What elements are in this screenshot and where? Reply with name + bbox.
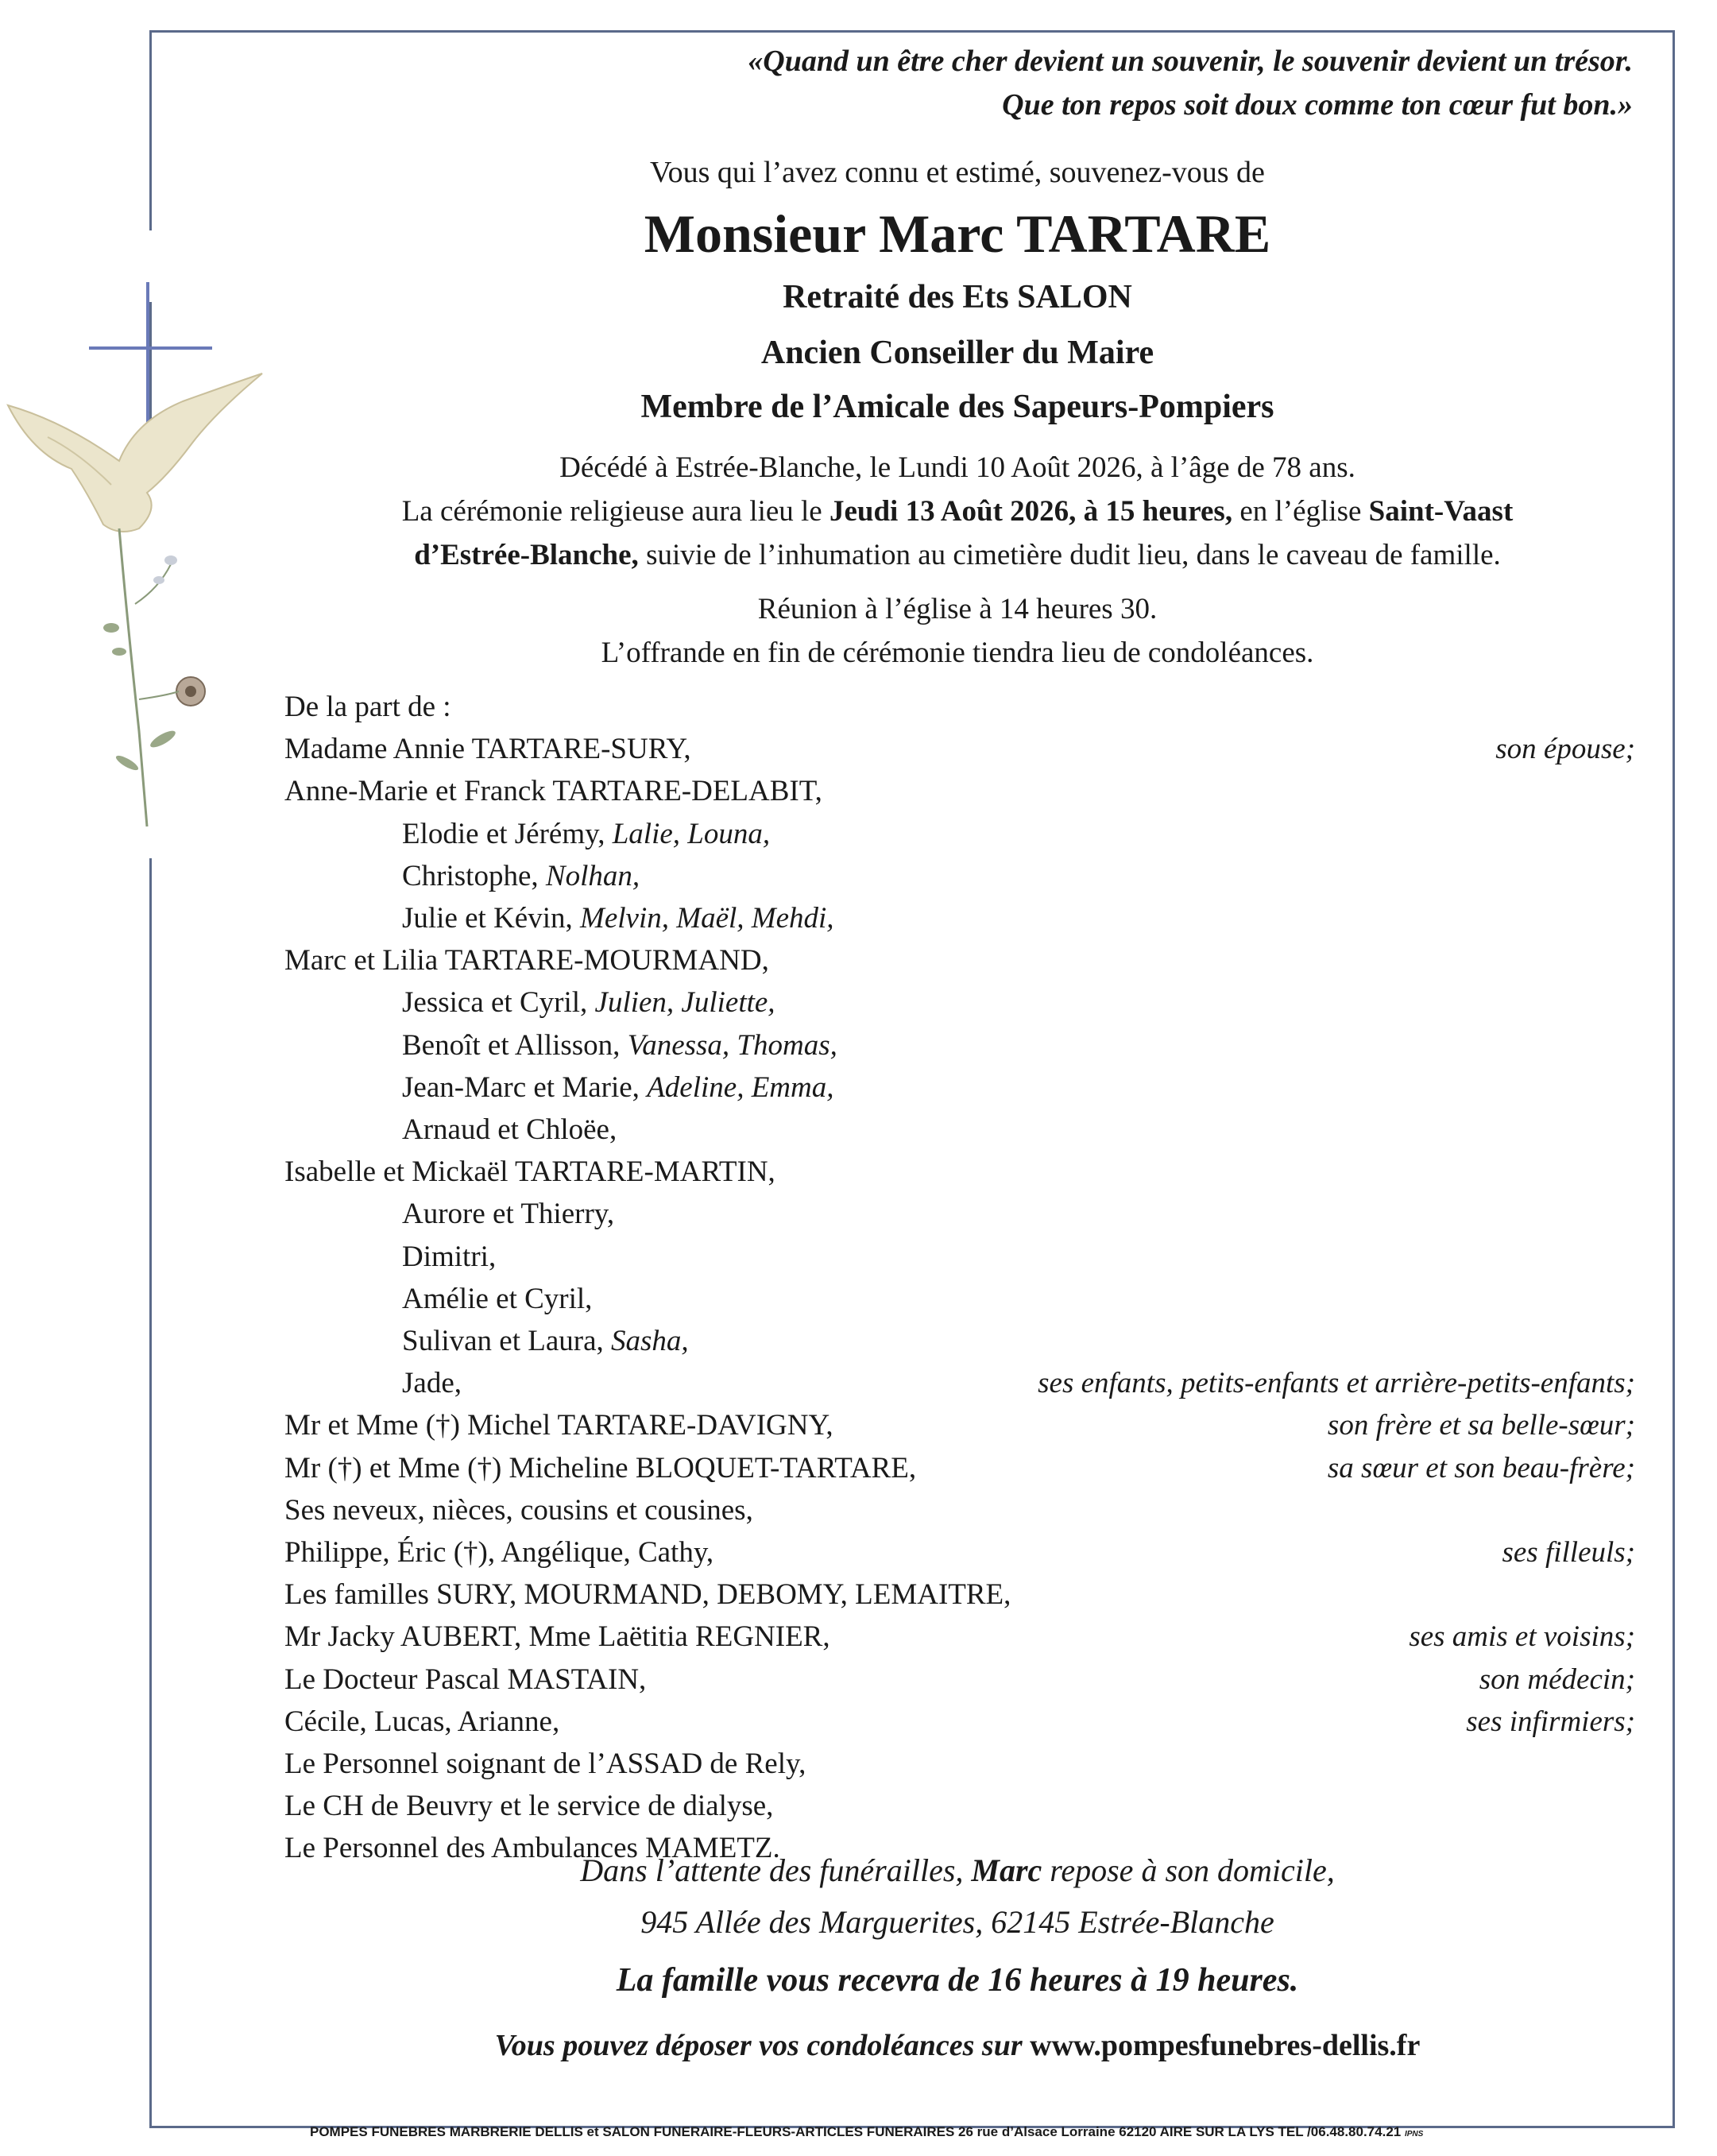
family-row bbox=[284, 1577, 1635, 1617]
family-row bbox=[284, 732, 1635, 772]
family-member-name: Amélie et Cyril, bbox=[402, 1282, 593, 1315]
family-member-name: Le Docteur Pascal MASTAIN, bbox=[284, 1662, 647, 1696]
family-relationship: son frère et sa belle-sœur; bbox=[1327, 1409, 1635, 1442]
deceased-name: Monsieur Marc TARTARE bbox=[644, 203, 1271, 264]
family-member-name: Isabelle et Mickaël TARTARE-MARTIN, bbox=[284, 1155, 775, 1189]
family-row bbox=[284, 901, 1635, 941]
dove-flower-illustration bbox=[0, 366, 286, 842]
family-member-name: Madame Annie TARTARE-SURY, bbox=[284, 733, 691, 766]
ceremony-line-2: d’Estrée-Blanche, suivie de l’inhumation au cimetière dudit lieu, dans le caveau de famille. bbox=[414, 539, 1501, 571]
family-member-name: Jade, bbox=[402, 1367, 462, 1400]
family-member-children: Melvin, Maël, Mehdi, bbox=[580, 902, 834, 935]
family-row bbox=[284, 1324, 1635, 1364]
family-row bbox=[284, 1705, 1635, 1744]
family-row bbox=[284, 817, 1635, 857]
meeting-notice: Réunion à l’église à 14 heures 30. bbox=[757, 593, 1158, 625]
family-row bbox=[284, 1535, 1635, 1575]
intro-text: Vous qui l’avez connu et estimé, souvenez-vous de bbox=[650, 156, 1265, 189]
family-row bbox=[284, 1493, 1635, 1533]
from-label: De la part de : bbox=[284, 691, 451, 723]
family-relationship: ses infirmiers; bbox=[1466, 1705, 1635, 1738]
family-row bbox=[284, 1282, 1635, 1322]
family-relationship: ses amis et voisins; bbox=[1409, 1620, 1635, 1654]
family-member-name: Le Personnel des Ambulances MAMETZ. bbox=[284, 1832, 780, 1865]
family-row bbox=[284, 1789, 1635, 1829]
family-row bbox=[284, 1408, 1635, 1448]
family-row bbox=[284, 774, 1635, 814]
offering-notice: L’offrande en fin de cérémonie tiendra lieu de condoléances. bbox=[601, 637, 1314, 669]
death-notice: Décédé à Estrée-Blanche, le Lundi 10 Août 2026, à l’âge de 78 ans. bbox=[559, 451, 1355, 484]
family-member-children: Lalie, Louna, bbox=[612, 817, 771, 850]
family-member-children: Adeline, Emma, bbox=[647, 1070, 834, 1104]
family-row bbox=[284, 1240, 1635, 1279]
family-row bbox=[284, 943, 1635, 983]
family-member-children: Vanessa, Thomas, bbox=[627, 1028, 837, 1062]
epigraph-line-2: Que ton repos soit doux comme ton cœur fut bon.» bbox=[1002, 88, 1633, 122]
wake-line-1: Dans l’attente des funérailles, Marc repose à son domicile, bbox=[580, 1852, 1335, 1888]
family-row bbox=[284, 985, 1635, 1025]
family-member-name: Elodie et Jérémy, Lalie, Louna, bbox=[402, 817, 771, 850]
deceased-title-1: Retraité des Ets SALON bbox=[783, 279, 1132, 315]
condolences-line: Vous pouvez déposer vos condoléances sur www.pompesfunebres-dellis.fr bbox=[494, 2029, 1421, 2062]
family-member-name: Dimitri, bbox=[402, 1240, 497, 1273]
family-relationship: son épouse; bbox=[1495, 733, 1635, 766]
funeral-home-footer: POMPES FUNEBRES MARBRERIE DELLIS et SALON FUNERAIRE-FLEURS-ARTICLES FUNERAIRES 26 rue d’Alsace Lorraine 62120 AIRE SUR LA LYS TEL /06.48.80.74.21 IPNS bbox=[310, 2124, 1424, 2139]
cross-icon-bar bbox=[89, 346, 212, 350]
family-member-name: Marc et Lilia TARTARE-MOURMAND, bbox=[284, 944, 769, 977]
family-row bbox=[284, 1155, 1635, 1194]
family-member-name: Benoît et Allisson, Vanessa, Thomas, bbox=[402, 1028, 837, 1062]
family-member-name: Christophe, Nolhan, bbox=[402, 859, 640, 892]
deceased-title-2: Ancien Conseiller du Maire bbox=[760, 335, 1154, 371]
ceremony-line-1: La cérémonie religieuse aura lieu le Jeudi 13 Août 2026, à 15 heures, en l’église Saint-Vaast bbox=[401, 495, 1514, 528]
family-member-name: Philippe, Éric (†), Angélique, Cathy, bbox=[284, 1536, 714, 1569]
family-row bbox=[284, 1366, 1635, 1406]
wake-address: 945 Allée des Marguerites, 62145 Estrée-Blanche bbox=[640, 1904, 1274, 1940]
family-member-name: Les familles SURY, MOURMAND, DEBOMY, LEMAITRE, bbox=[284, 1578, 1011, 1612]
condolences-link[interactable]: www.pompesfunebres-dellis.fr bbox=[1030, 2029, 1421, 2062]
family-member-name: Jessica et Cyril, Julien, Juliette, bbox=[402, 986, 775, 1020]
family-member-name: Le CH de Beuvry et le service de dialyse, bbox=[284, 1790, 774, 1823]
family-relationship: sa sœur et son beau-frère; bbox=[1327, 1451, 1635, 1484]
family-relationship: son médecin; bbox=[1479, 1662, 1635, 1696]
family-member-children: Sasha, bbox=[611, 1325, 689, 1357]
family-relationship: ses filleuls; bbox=[1502, 1536, 1635, 1569]
family-member-name: Jean-Marc et Marie, Adeline, Emma, bbox=[402, 1070, 834, 1104]
family-member-name: Ses neveux, nièces, cousins et cousines, bbox=[284, 1493, 753, 1527]
family-row bbox=[284, 1070, 1635, 1110]
family-member-name: Mr Jacky AUBERT, Mme Laëtitia REGNIER, bbox=[284, 1620, 830, 1654]
family-row bbox=[284, 1747, 1635, 1786]
deceased-title-3: Membre de l’Amicale des Sapeurs-Pompiers bbox=[640, 389, 1274, 425]
family-member-name: Anne-Marie et Franck TARTARE-DELABIT, bbox=[284, 775, 822, 808]
reception-hours: La famille vous recevra de 16 heures à 19 heures. bbox=[616, 1962, 1299, 1999]
family-member-name: Arnaud et Chloëe, bbox=[402, 1113, 617, 1146]
family-row bbox=[284, 859, 1635, 899]
family-member-name: Julie et Kévin, Melvin, Maël, Mehdi, bbox=[402, 902, 834, 935]
family-row bbox=[284, 1028, 1635, 1068]
family-row bbox=[284, 1451, 1635, 1491]
family-member-children: Nolhan, bbox=[545, 859, 640, 892]
epigraph-line-1: «Quand un être cher devient un souvenir, le souvenir devient un trésor. bbox=[748, 45, 1633, 78]
family-member-name: Mr et Mme (†) Michel TARTARE-DAVIGNY, bbox=[284, 1409, 833, 1442]
family-row bbox=[284, 1113, 1635, 1152]
family-row bbox=[284, 1662, 1635, 1702]
family-member-name: Le Personnel soignant de l’ASSAD de Rely, bbox=[284, 1748, 806, 1780]
family-row bbox=[284, 1620, 1635, 1659]
family-member-name: Mr (†) et Mme (†) Micheline BLOQUET-TARTARE, bbox=[284, 1451, 917, 1484]
family-member-name: Cécile, Lucas, Arianne, bbox=[284, 1705, 560, 1738]
family-member-name: Aurore et Thierry, bbox=[402, 1198, 615, 1231]
family-relationship: ses enfants, petits-enfants et arrière-petits-enfants; bbox=[1038, 1367, 1635, 1400]
family-member-name: Sulivan et Laura, Sasha, bbox=[402, 1325, 689, 1357]
family-member-children: Julien, Juliette, bbox=[594, 986, 775, 1020]
family-row bbox=[284, 1197, 1635, 1237]
